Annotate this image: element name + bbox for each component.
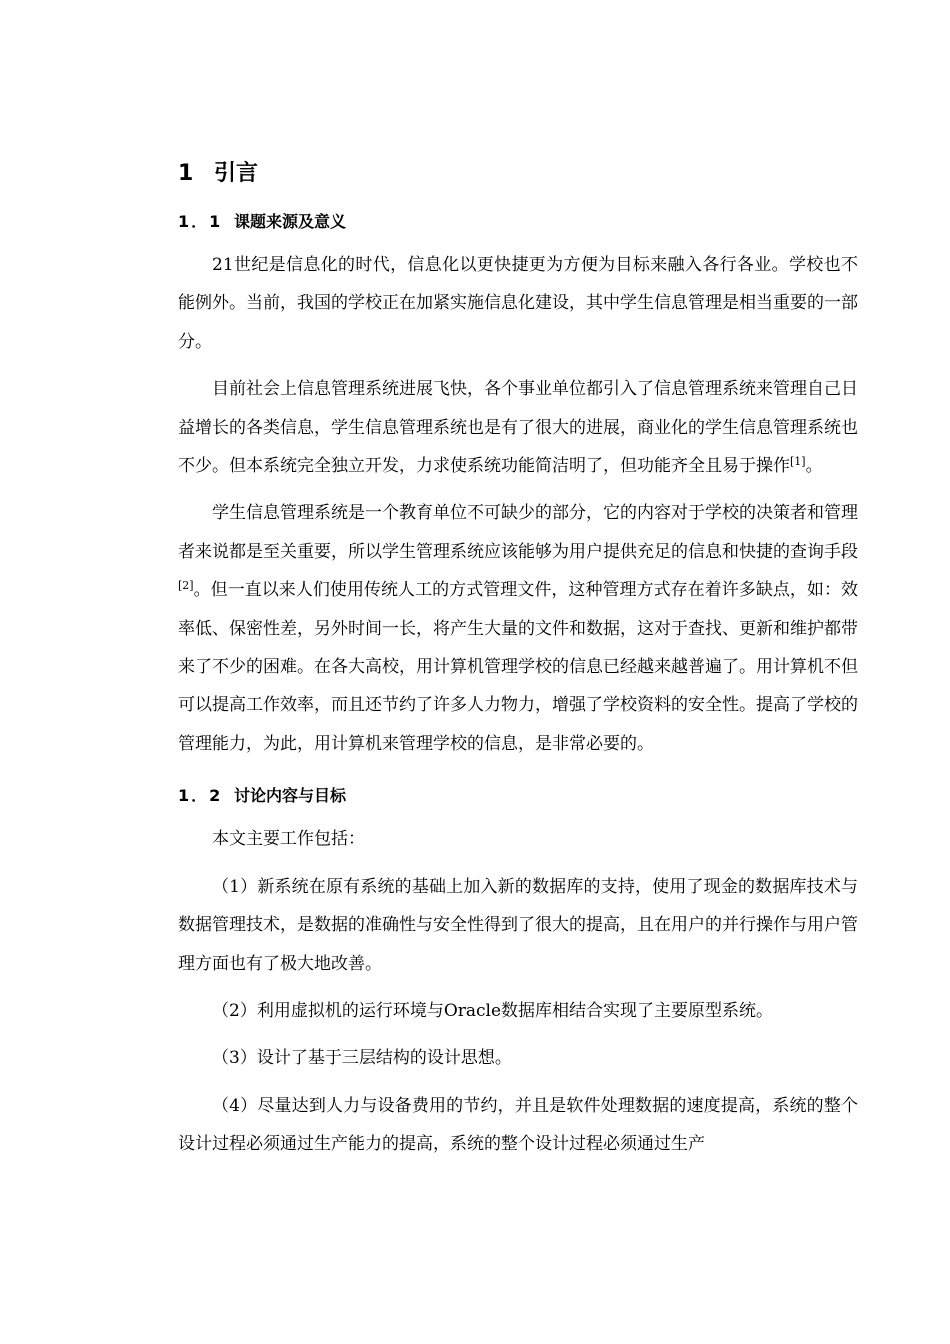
paragraph bbox=[178, 494, 858, 763]
citation-ref[interactable]: [2] bbox=[178, 579, 194, 593]
list-item bbox=[178, 868, 858, 983]
paragraph-text: 。 bbox=[805, 456, 823, 477]
paragraph-text: 目前社会上信息管理系统进展飞快，各个事业单位都引入了信息管理系统来管理自己日益增长的各类信息，学生信息管理系统也是有了很大的进展，商业化的学生信息管理系统也不少。但本系统完全独立开发，力求使系统功能简洁明了，但功能齐全且易于操作 bbox=[178, 379, 858, 477]
chapter-title: 引言 bbox=[214, 161, 259, 186]
paragraph bbox=[178, 246, 858, 361]
citation-ref[interactable]: [1] bbox=[790, 455, 806, 469]
paragraph-text: 本文主要工作包括： bbox=[212, 829, 365, 850]
chapter-heading bbox=[178, 150, 858, 198]
paragraph-text: （2）利用虚拟机的运行环境与Oracle数据库相结合实现了主要原型系统。 bbox=[212, 1000, 774, 1021]
section-title: 课题来源及意义 bbox=[234, 212, 347, 231]
section-heading-1-2 bbox=[178, 772, 858, 820]
section-number: 1．1 bbox=[178, 212, 223, 231]
paragraph-text: 学生信息管理系统是一个教育单位不可缺少的部分，它的内容对于学校的决策者和管理者来说都是至关重要，所以学生管理系统应该能够为用户提供充足的信息和快捷的查询手段 bbox=[178, 503, 858, 562]
list-item bbox=[178, 992, 858, 1030]
section-heading-1-1 bbox=[178, 198, 858, 246]
paragraph bbox=[178, 370, 858, 485]
section-title: 讨论内容与目标 bbox=[234, 786, 347, 806]
section-number: 1．2 bbox=[178, 786, 223, 806]
paragraph bbox=[178, 820, 858, 858]
paragraph-text: 21世纪是信息化的时代，信息化以更快捷更为方便为目标来融入各行各业。学校也不能例外。当前，我国的学校正在加紧实施信息化建设，其中学生信息管理是相当重要的一部分。 bbox=[178, 255, 858, 352]
list-item bbox=[178, 1087, 858, 1164]
chapter-number: 1 bbox=[178, 161, 194, 186]
paragraph-text: （3）设计了基于三层结构的设计思想。 bbox=[212, 1048, 512, 1069]
paragraph-text: （4）尽量达到人力与设备费用的节约，并且是软件处理数据的速度提高，系统的整个设计过程必须通过生产能力的提高，系统的整个设计过程必须通过生产 bbox=[178, 1095, 858, 1155]
list-item bbox=[178, 1039, 858, 1077]
paragraph-text: 。但一直以来人们使用传统人工的方式管理文件，这种管理方式存在着许多缺点，如：效率低、保密性差，另外时间一长，将产生大量的文件和数据，这对于查找、更新和维护都带来了不少的困难。在各大高校，用计算机管理学校的信息已经越来越普遍了。用计算机不但可以提高工作效率，而且还节约了许多人力物力，增强了学校资料的安全性。提高了学校的管理能力，为此，用计算机来管理学校的信息，是非常必要的。 bbox=[178, 580, 858, 754]
page-content bbox=[178, 150, 858, 1173]
paragraph-text: （1）新系统在原有系统的基础上加入新的数据库的支持，使用了现金的数据库技术与数据管理技术，是数据的准确性与安全性得到了很大的提高，且在用户的并行操作与用户管理方面也有了极大地改善。 bbox=[178, 876, 858, 974]
